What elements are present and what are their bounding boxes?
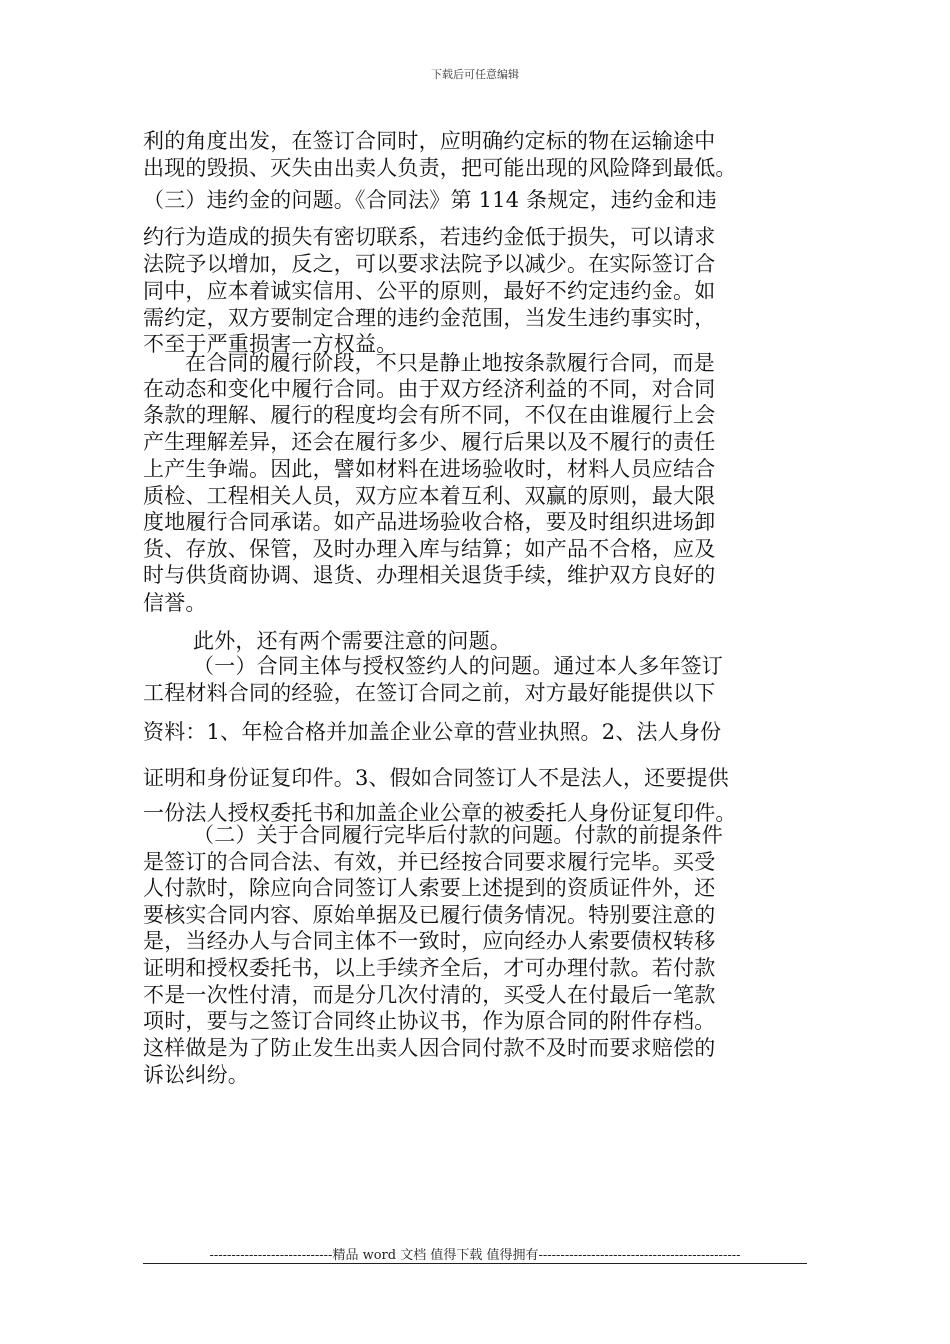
text-line: 产生理解差异，还会在履行多少、履行后果以及不履行的责任 <box>143 430 716 454</box>
text-line: 同中，应本着诚实信用、公平的原则，最好不约定违约金。如 <box>143 279 716 303</box>
text-line: 资料：1、年检合格并加盖企业公章的营业执照。2、法人身份 <box>143 720 722 744</box>
text-line: 在合同的履行阶段，不只是静止地按条款履行合同，而是 <box>185 351 715 375</box>
text-line: 一份法人授权委托书和加盖企业公章的被委托人身份证复印件。 <box>143 801 737 825</box>
text-line: 诉讼纠纷。 <box>143 1063 249 1087</box>
text-line: 此外，还有两个需要注意的问题。 <box>193 629 511 653</box>
text-line: 利的角度出发，在签订合同时，应明确约定标的物在运输途中 <box>143 129 716 153</box>
text-line: 在动态和变化中履行合同。由于双方经济利益的不同，对合同 <box>143 377 716 401</box>
text-line: 证明和授权委托书，以上手续齐全后，才可办理付款。若付款 <box>143 956 716 980</box>
text-line: 出现的毁损、灭失由出卖人负责，把可能出现的风险降到最低。 <box>143 156 737 180</box>
text-line: 要核实合同内容、原始单据及已履行债务情况。特别要注意的 <box>143 903 716 927</box>
text-line: 条款的理解、履行的程度均会有所不同，不仅在由谁履行上会 <box>143 403 716 427</box>
text-line: （一）合同主体与授权签约人的问题。通过本人多年签订 <box>193 654 723 678</box>
page-header: 下载后可任意编辑 <box>431 68 519 81</box>
text-line: （三）违约金的问题。《合同法》第 114 条规定，违约金和违 <box>143 188 717 212</box>
text-line: 证明和身份证复印件。3、假如合同签订人不是法人，还要提供 <box>143 766 729 790</box>
page-footer: ----------------------------精品 word 文档 值得下载 值得拥有---------------------------------------------- <box>209 1248 741 1263</box>
text-line: 质检、工程相关人员，双方应本着互利、双赢的原则，最大限 <box>143 484 716 508</box>
text-line: 不是一次性付清，而是分几次付清的，买受人在付最后一笔款 <box>143 983 716 1007</box>
text-line: 项时，要与之签订合同终止协议书，作为原合同的附件存档。 <box>143 1009 716 1033</box>
text-line: （二）关于合同履行完毕后付款的问题。付款的前提条件 <box>193 823 723 847</box>
text-line: 时与供货商协调、退货、办理相关退货手续，维护双方良好的 <box>143 563 716 587</box>
text-line: 需约定，双方要制定合理的违约金范围，当发生违约事实时， <box>143 306 716 330</box>
footer-divider <box>143 1263 807 1264</box>
text-line: 人付款时，除应向合同签订人索要上述提到的资质证件外，还 <box>143 876 716 900</box>
text-line: 货、存放、保管，及时办理入库与结算；如产品不合格，应及 <box>143 537 716 561</box>
text-line: 是签订的合同合法、有效，并已经按合同要求履行完毕。买受 <box>143 850 716 874</box>
text-line: 是，当经办人与合同主体不一致时，应向经办人索要债权转移 <box>143 929 716 953</box>
text-line: 上产生争端。因此，譬如材料在进场验收时，材料人员应结合 <box>143 457 716 481</box>
text-line: 不至于严重损害一方权益。 <box>143 332 398 356</box>
text-line: 信誉。 <box>143 591 207 615</box>
text-line: 约行为造成的损失有密切联系，若违约金低于损失，可以请求 <box>143 225 716 249</box>
text-line: 法院予以增加，反之，可以要求法院予以减少。在实际签订合 <box>143 252 716 276</box>
text-line: 这样做是为了防止发生出卖人因合同付款不及时而要求赔偿的 <box>143 1036 716 1060</box>
text-line: 工程材料合同的经验，在签订合同之前，对方最好能提供以下 <box>143 681 716 705</box>
text-line: 度地履行合同承诺。如产品进场验收合格，要及时组织进场卸 <box>143 510 716 534</box>
